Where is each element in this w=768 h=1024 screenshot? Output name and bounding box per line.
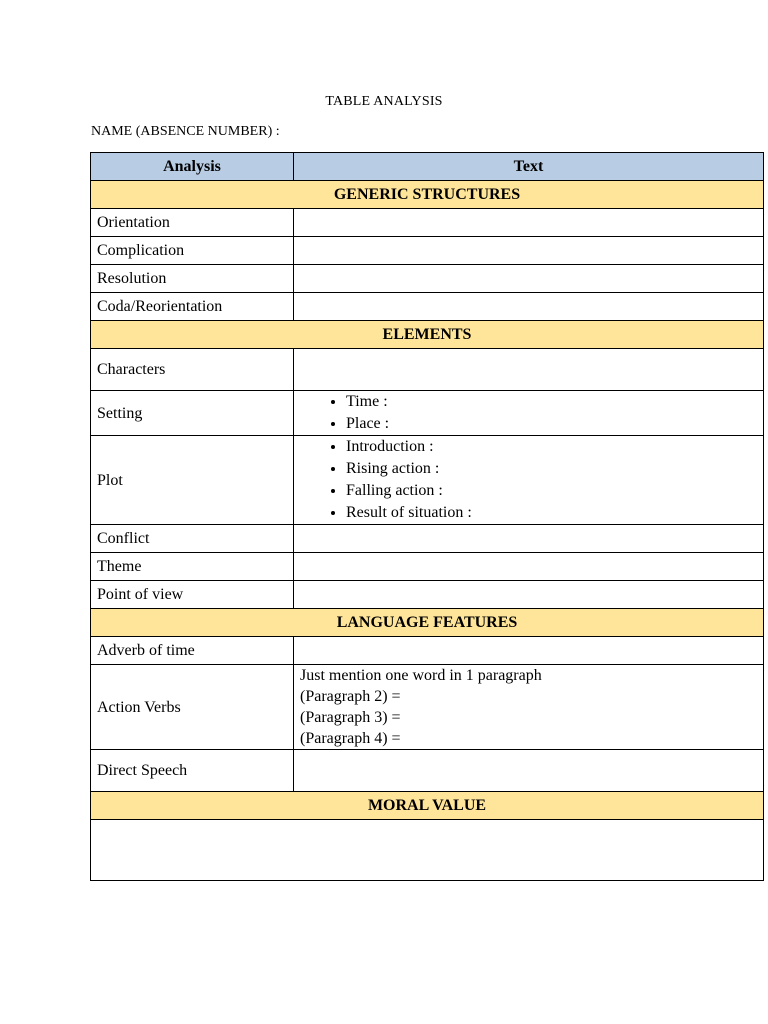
table-row xyxy=(91,436,764,525)
row-label-plot: Plot xyxy=(91,436,294,525)
row-label-coda: Coda/Reorientation xyxy=(91,293,294,321)
action-verbs-instruction: Just mention one word in 1 paragraph xyxy=(300,667,542,684)
row-label-complication: Complication xyxy=(91,237,294,265)
answer-cell-setting[interactable] xyxy=(294,391,764,436)
table-row xyxy=(91,525,764,553)
table-row xyxy=(91,391,764,436)
table-row xyxy=(91,665,764,750)
name-absence-label: NAME (ABSENCE NUMBER) : xyxy=(91,124,280,139)
analysis-table xyxy=(90,152,764,881)
section-title: ELEMENTS xyxy=(91,321,764,349)
answer-cell-complication[interactable] xyxy=(294,237,764,265)
table-row xyxy=(91,349,764,391)
table-row xyxy=(91,820,764,881)
header-analysis: Analysis xyxy=(91,153,294,181)
answer-cell-moral-value[interactable] xyxy=(91,820,764,881)
table-row xyxy=(91,637,764,665)
section-language-features xyxy=(91,609,764,637)
row-label-resolution: Resolution xyxy=(91,265,294,293)
row-label-action-verbs: Action Verbs xyxy=(91,665,294,750)
table-row xyxy=(91,293,764,321)
list-item: • Time : xyxy=(346,391,757,413)
action-verbs-line: (Paragraph 4) = xyxy=(300,730,401,747)
row-label-adverb-of-time: Adverb of time xyxy=(91,637,294,665)
section-title: GENERIC STRUCTURES xyxy=(91,181,764,209)
answer-cell-theme[interactable] xyxy=(294,553,764,581)
answer-cell-resolution[interactable] xyxy=(294,265,764,293)
table-row xyxy=(91,581,764,609)
action-verbs-line: (Paragraph 3) = xyxy=(300,709,401,726)
header-text: Text xyxy=(294,153,764,181)
table-row xyxy=(91,553,764,581)
answer-cell-orientation[interactable] xyxy=(294,209,764,237)
table-row xyxy=(91,750,764,792)
row-label-direct-speech: Direct Speech xyxy=(91,750,294,792)
list-item: • Place : xyxy=(346,413,757,435)
answer-cell-conflict[interactable] xyxy=(294,525,764,553)
list-item: • Rising action : xyxy=(346,458,757,480)
plot-bullet-list xyxy=(300,436,757,524)
section-title: LANGUAGE FEATURES xyxy=(91,609,764,637)
list-item: • Falling action : xyxy=(346,480,757,502)
section-moral-value xyxy=(91,792,764,820)
action-verbs-line: (Paragraph 2) = xyxy=(300,688,401,705)
table-row xyxy=(91,265,764,293)
section-title: MORAL VALUE xyxy=(91,792,764,820)
answer-cell-action-verbs[interactable] xyxy=(294,665,764,750)
table-row xyxy=(91,209,764,237)
setting-bullet-list xyxy=(300,391,757,435)
row-label-point-of-view: Point of view xyxy=(91,581,294,609)
answer-cell-point-of-view[interactable] xyxy=(294,581,764,609)
table-header-row xyxy=(91,153,764,181)
row-label-characters: Characters xyxy=(91,349,294,391)
section-elements xyxy=(91,321,764,349)
answer-cell-characters[interactable] xyxy=(294,349,764,391)
row-label-theme: Theme xyxy=(91,553,294,581)
section-generic-structures xyxy=(91,181,764,209)
row-label-setting: Setting xyxy=(91,391,294,436)
list-item: • Introduction : xyxy=(346,436,757,458)
answer-cell-direct-speech[interactable] xyxy=(294,750,764,792)
row-label-orientation: Orientation xyxy=(91,209,294,237)
row-label-conflict: Conflict xyxy=(91,525,294,553)
list-item: • Result of situation : xyxy=(346,502,757,524)
answer-cell-coda[interactable] xyxy=(294,293,764,321)
answer-cell-plot[interactable] xyxy=(294,436,764,525)
answer-cell-adverb-of-time[interactable] xyxy=(294,637,764,665)
document-title: TABLE ANALYSIS xyxy=(325,94,443,109)
table-row xyxy=(91,237,764,265)
